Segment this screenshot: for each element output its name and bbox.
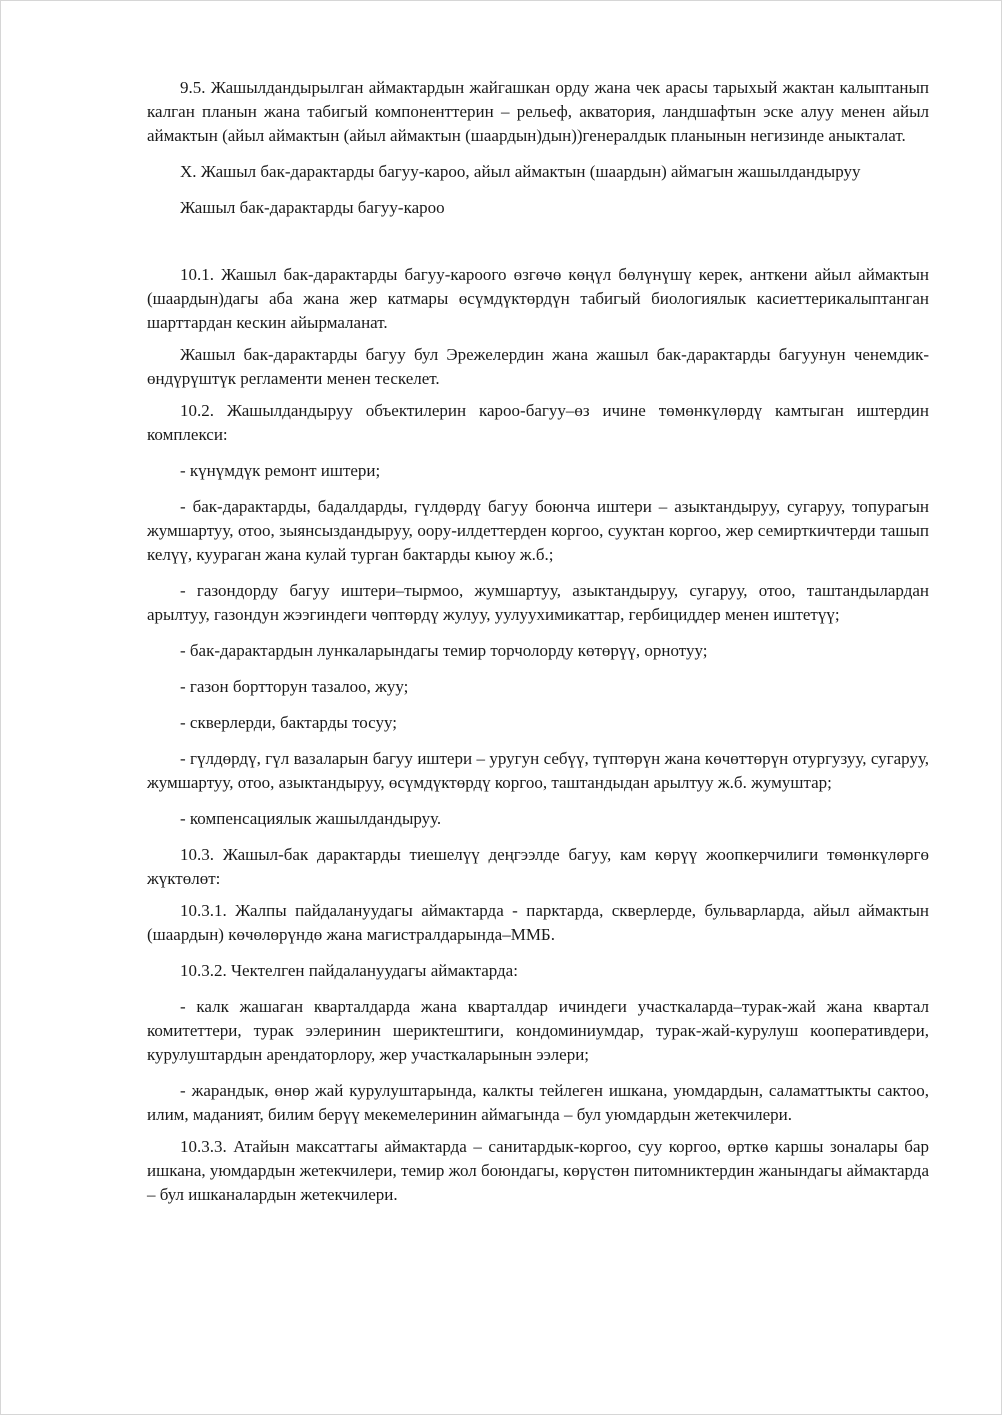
- paragraph-10-1: 10.1. Жашыл бак-дарактарды багуу-кароого өзгөчө көңүл бөлүнүшү керек, анткени айыл аймактын (шаардын)дагы аба жана жер катмары өсүмдүктөрдүн табигый биологиялык касиеттерикалыптанган шарттардан кескин айырмаланат.: [147, 265, 929, 332]
- list-item: - газон бортторун тазалоо, жуу;: [180, 677, 409, 696]
- list-item: - калк жашаган кварталдарда жана кварталдар ичиндеги участкаларда–турак-жай жана квартал комитеттери, турак ээлеринин шериктештиги, кондоминиумдар, турак-жай-курулуш кооперативдери, курулуштардын арендаторлору, жер участкаларынын ээлери;: [147, 997, 929, 1064]
- list-item: - газондорду багуу иштери–тырмоо, жумшартуу, азыктандыруу, сугаруу, отоо, таштандылардан арылтуу, газондун жээгиндеги чөптөрдү жулуу, уулуухимикаттар, гербициддер менен иштетүү;: [147, 581, 929, 624]
- list-item: - скверлерди, бактарды тосуу;: [180, 713, 397, 732]
- list-item: - жарандык, өнөр жай курулуштарында, калкты тейлеген ишкана, уюмдардын, саламаттыкты сактоо, илим, маданият, билим берүү мекемелеринин аймагында – бул уюмдардын жетекчилери.: [147, 1081, 929, 1124]
- paragraph-10-3-3: 10.3.3. Атайын максаттагы аймактарда – санитардык-коргоо, суу коргоо, өрткө каршы зоналары бар ишкана, уюмдардын жетекчилери, темир жол боюндагы, көрүстөн питомниктердин жанындагы аймактарда – бул ишканалардын жетекчилери.: [147, 1137, 929, 1204]
- list-item: - бак-дарактардын лункаларындагы темир торчолорду көтөрүү, орнотуу;: [180, 641, 708, 660]
- section-heading-x: X. Жашыл бак-дарактарды багуу-кароо, айыл аймактын (шаардын) аймагын жашылдандыруу: [180, 162, 861, 181]
- list-item: - гүлдөрдү, гүл вазаларын багуу иштери – уругун себүү, түптөрүн жана көчөттөрүн отургузуу, сугаруу, жумшартуу, отоо, азыктандыруу, өсүмдүктөрдү коргоо, таштандыдан арылтуу ж.б. жумуштар;: [147, 749, 929, 792]
- paragraph-10-2: 10.2. Жашылдандыруу объектилерин кароо-багуу–өз ичине төмөнкүлөрдү камтыган иштердин комплекси:: [147, 401, 929, 444]
- paragraph-9-5: 9.5. Жашылдандырылган аймактардын жайгашкан орду жана чек арасы тарыхый жактан калыптанып калган планын жана табигый компоненттерин – рельеф, акватория, ландшафтын эске алуу менен айыл аймактын (айыл аймактын (айыл аймактын (шаардын)дын))генералдык планынын негизинде аныкталат.: [147, 78, 929, 145]
- subsection-heading: Жашыл бак-дарактарды багуу-кароо: [180, 198, 445, 217]
- paragraph-10-3-2: 10.3.2. Чектелген пайдалануудагы аймактарда:: [180, 961, 518, 980]
- list-item: - күнүмдүк ремонт иштери;: [180, 461, 381, 480]
- paragraph-10-3: 10.3. Жашыл-бак дарактарды тиешелүү деңгээлде багуу, кам көрүү жоопкерчилиги төмөнкүлөргө жүктөлөт:: [147, 845, 929, 888]
- list-item: - бак-дарактарды, бадалдарды, гүлдөрдү багуу боюнча иштери – азыктандыруу, сугаруу, топурагын жумшартуу, отоо, зыянсыздандыруу, оору-илдеттерден коргоо, сууктан коргоо, жер семирткичтерди ташып келүү, куураган жана кулай турган бактарды кыюу ж.б.;: [147, 497, 929, 564]
- paragraph: Жашыл бак-дарактарды багуу бул Эрежелердин жана жашыл бак-дарактарды багуунун ченемдик-өндүрүштүк регламенти менен тескелет.: [147, 345, 929, 388]
- list-item: - компенсациялык жашылдандыруу.: [180, 809, 442, 828]
- paragraph-10-3-1: 10.3.1. Жалпы пайдалануудагы аймактарда - парктарда, скверлерде, бульварларда, айыл аймактын (шаардын) көчөлөрүндө жана магистралдарында–ММБ.: [147, 901, 929, 944]
- document-body: [147, 76, 929, 1207]
